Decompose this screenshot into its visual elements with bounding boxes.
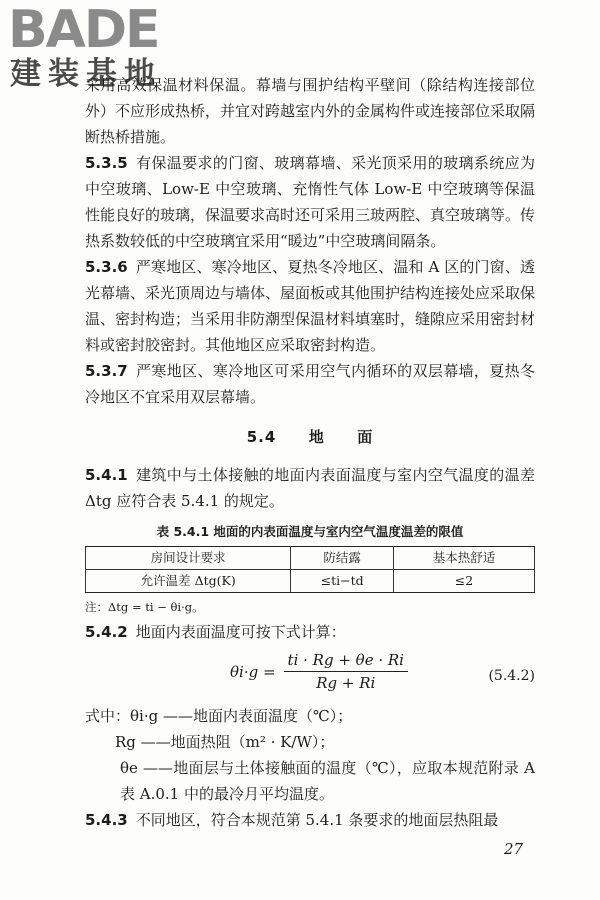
formula-expression (230, 649, 408, 694)
table-cell: ≤2 (393, 570, 534, 593)
formula-equation-number: (5.4.2) (488, 668, 535, 684)
table-row (86, 570, 535, 593)
clause-5-4-2 (85, 619, 535, 645)
section-title-1: 地 (308, 428, 325, 446)
limits-table (85, 546, 535, 593)
table-note: 注：Δtg = ti − θi·g。 (85, 600, 204, 614)
clause-5-4-3 (85, 807, 535, 833)
clause-text: 不同地区，符合本规范第 5.4.1 条要求的地面层热阻最 (135, 811, 499, 829)
clause-5-3-7 (85, 358, 535, 410)
clause-5-3-5 (85, 150, 535, 254)
clause-text: 建筑中与土体接触的地面内表面温度与室内空气温度的温差 Δtg 应符合表 5.4.1 的规定。 (85, 466, 535, 510)
clause-text: 地面内表面温度可按下式计算： (135, 623, 346, 641)
paragraph-continued (85, 72, 535, 150)
table-cell: 允许温差 Δtg(K) (86, 570, 291, 593)
table-cell: ≤ti−td (291, 570, 394, 593)
formula-numerator: ti · Rg + θe · Ri (284, 649, 408, 672)
clause-text: 有保温要求的门窗、玻璃幕墙、采光顶采用的玻璃系统应为中空玻璃、Low-E 中空玻璃、充惰性气体 Low-E 中空玻璃等保温性能良好的玻璃，保温要求高时还可采用三玻两腔、真空玻璃等。传热系数较低的中空玻璃宜采用“暖边”中空玻璃间隔条。 (85, 154, 536, 250)
section-title-2: 面 (357, 428, 374, 446)
formula-denominator: Rg + Ri (316, 674, 376, 692)
clause-text: 严寒地区、寒冷地区、夏热冬冷地区、温和 A 区的门窗、透光幕墙、采光顶周边与墙体、屋面板或其他围护结构连接处应采取保温、密封构造；当采用非防潮型保温材料填塞时，缝隙应采用密封材料或密封胶密封。其他地区应采取密封构造。 (85, 258, 536, 354)
definition-rg: Rg ——地面热阻（m² · K/W）； (115, 733, 335, 751)
clause-number: 5.4.2 (85, 623, 128, 641)
table-header-cell: 房间设计要求 (86, 547, 291, 570)
clause-5-3-6 (85, 254, 535, 358)
paragraph-text: 采用高效保温材料保温。幕墙与围护结构平壁间（除结构连接部位外）不应形成热桥，并宜对跨越室内外的金属构件或连接部位采取隔断热桥措施。 (85, 76, 536, 146)
clause-number: 5.3.6 (85, 258, 128, 276)
clause-text: 严寒地区、寒冷地区可采用空气内循环的双层幕墙，夏热冬冷地区不宜采用双层幕墙。 (85, 362, 535, 406)
page-content (85, 72, 535, 833)
table-caption: 表 5.4.1 地面的内表面温度与室内空气温度温差的限值 (156, 524, 464, 539)
clause-5-4-1 (85, 462, 535, 514)
formula-5-4-2 (85, 645, 535, 703)
definition-theta-e: θe ——地面层与土体接触面的温度（℃），应取本规范附录 A 表 A.0.1 中的最冷月平均温度。 (120, 759, 535, 803)
clause-number: 5.3.5 (85, 154, 128, 172)
clause-number: 5.3.7 (85, 362, 128, 380)
section-number: 5.4 (246, 428, 277, 446)
table-header-row (86, 547, 535, 570)
formula-lhs: θi·g = (230, 662, 276, 681)
formula-fraction (284, 649, 408, 694)
logo-brand: BADE (8, 0, 159, 60)
section-heading (85, 424, 535, 450)
logo-subtitle: 建装基地 (10, 56, 162, 92)
definition-theta-ig: 式中：θi·g ——地面内表面温度（℃）； (85, 707, 353, 725)
page-number: 27 (504, 840, 524, 858)
clause-number: 5.4.1 (85, 466, 128, 484)
table-header-cell: 基本热舒适 (393, 547, 534, 570)
clause-number: 5.4.3 (85, 811, 128, 829)
table-header-cell: 防结露 (291, 547, 394, 570)
